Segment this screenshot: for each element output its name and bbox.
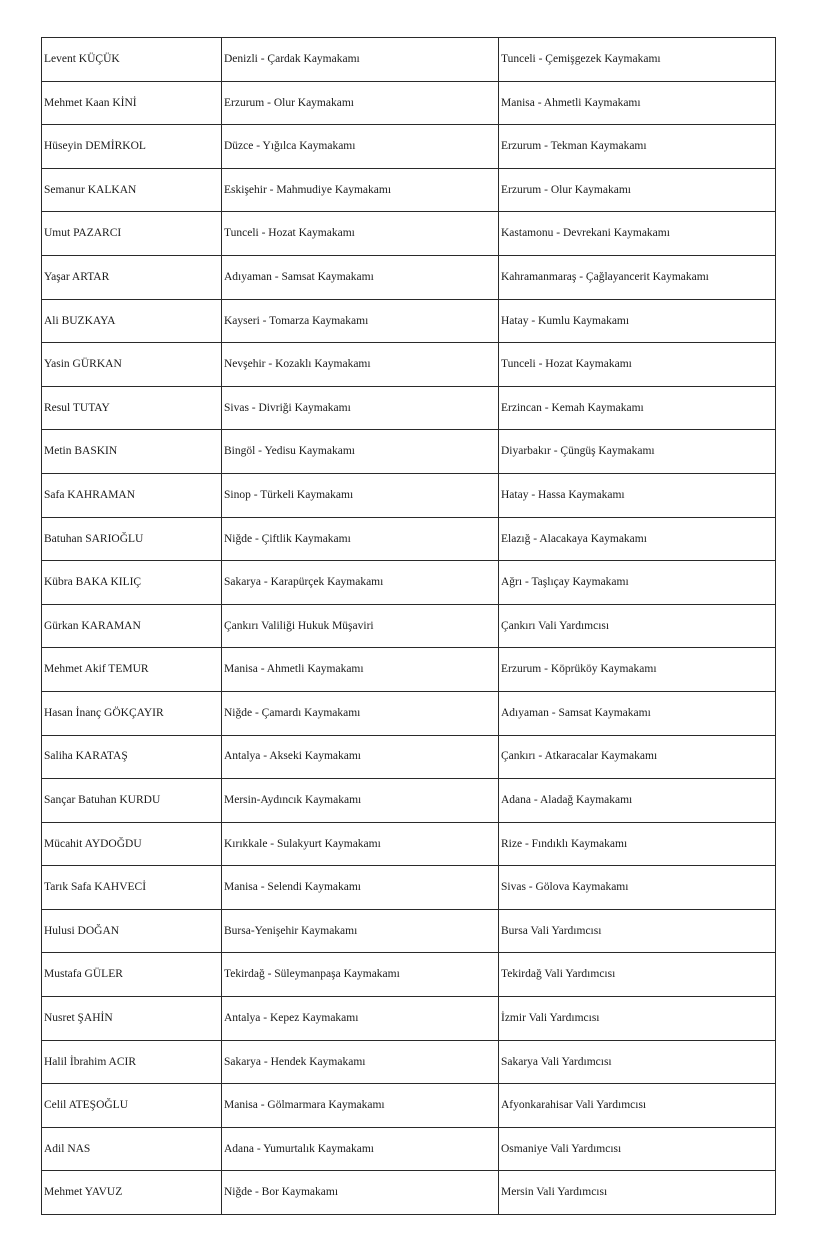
official-name-cell: Hulusi DOĞAN bbox=[42, 909, 222, 953]
current-post-cell: Nevşehir - Kozaklı Kaymakamı bbox=[222, 343, 499, 387]
table-row bbox=[42, 299, 776, 343]
table-row bbox=[42, 604, 776, 648]
new-post-cell: Diyarbakır - Çüngüş Kaymakamı bbox=[499, 430, 776, 474]
table-row bbox=[42, 168, 776, 212]
official-name-cell: Batuhan SARIOĞLU bbox=[42, 517, 222, 561]
new-post-cell: Mersin Vali Yardımcısı bbox=[499, 1171, 776, 1215]
official-name-cell: Celil ATEŞOĞLU bbox=[42, 1084, 222, 1128]
new-post-cell: Hatay - Hassa Kaymakamı bbox=[499, 473, 776, 517]
new-post-cell: Tekirdağ Vali Yardımcısı bbox=[499, 953, 776, 997]
official-name-cell: Gürkan KARAMAN bbox=[42, 604, 222, 648]
current-post-cell: Mersin-Aydıncık Kaymakamı bbox=[222, 779, 499, 823]
table-row bbox=[42, 1040, 776, 1084]
current-post-cell: Bingöl - Yedisu Kaymakamı bbox=[222, 430, 499, 474]
current-post-cell: Tunceli - Hozat Kaymakamı bbox=[222, 212, 499, 256]
current-post-cell: Manisa - Selendi Kaymakamı bbox=[222, 866, 499, 910]
new-post-cell: Kastamonu - Devrekani Kaymakamı bbox=[499, 212, 776, 256]
table-row bbox=[42, 1127, 776, 1171]
official-name-cell: Safa KAHRAMAN bbox=[42, 473, 222, 517]
official-name-cell: Mustafa GÜLER bbox=[42, 953, 222, 997]
table-row bbox=[42, 343, 776, 387]
new-post-cell: Sakarya Vali Yardımcısı bbox=[499, 1040, 776, 1084]
table-row bbox=[42, 648, 776, 692]
current-post-cell: Niğde - Çamardı Kaymakamı bbox=[222, 691, 499, 735]
new-post-cell: Tunceli - Çemişgezek Kaymakamı bbox=[499, 38, 776, 82]
table-row bbox=[42, 125, 776, 169]
table-row bbox=[42, 822, 776, 866]
current-post-cell: Sakarya - Karapürçek Kaymakamı bbox=[222, 561, 499, 605]
new-post-cell: Erzurum - Tekman Kaymakamı bbox=[499, 125, 776, 169]
official-name-cell: Mücahit AYDOĞDU bbox=[42, 822, 222, 866]
new-post-cell: Bursa Vali Yardımcısı bbox=[499, 909, 776, 953]
new-post-cell: Adana - Aladağ Kaymakamı bbox=[499, 779, 776, 823]
table-row bbox=[42, 735, 776, 779]
current-post-cell: Adıyaman - Samsat Kaymakamı bbox=[222, 255, 499, 299]
table-row bbox=[42, 1084, 776, 1128]
document-page bbox=[41, 37, 775, 1215]
official-name-cell: Tarık Safa KAHVECİ bbox=[42, 866, 222, 910]
new-post-cell: Elazığ - Alacakaya Kaymakamı bbox=[499, 517, 776, 561]
new-post-cell: Erzincan - Kemah Kaymakamı bbox=[499, 386, 776, 430]
official-name-cell: Ali BUZKAYA bbox=[42, 299, 222, 343]
current-post-cell: Manisa - Gölmarmara Kaymakamı bbox=[222, 1084, 499, 1128]
table-row bbox=[42, 386, 776, 430]
current-post-cell: Erzurum - Olur Kaymakamı bbox=[222, 81, 499, 125]
current-post-cell: Niğde - Çiftlik Kaymakamı bbox=[222, 517, 499, 561]
table-row bbox=[42, 473, 776, 517]
current-post-cell: Sivas - Divriği Kaymakamı bbox=[222, 386, 499, 430]
new-post-cell: Afyonkarahisar Vali Yardımcısı bbox=[499, 1084, 776, 1128]
table-row bbox=[42, 953, 776, 997]
table-row bbox=[42, 779, 776, 823]
current-post-cell: Bursa-Yenişehir Kaymakamı bbox=[222, 909, 499, 953]
official-name-cell: Mehmet Kaan KİNİ bbox=[42, 81, 222, 125]
current-post-cell: Kayseri - Tomarza Kaymakamı bbox=[222, 299, 499, 343]
official-name-cell: Halil İbrahim ACIR bbox=[42, 1040, 222, 1084]
appointments-table bbox=[41, 37, 776, 1215]
new-post-cell: Tunceli - Hozat Kaymakamı bbox=[499, 343, 776, 387]
new-post-cell: Erzurum - Köprüköy Kaymakamı bbox=[499, 648, 776, 692]
table-row bbox=[42, 81, 776, 125]
official-name-cell: Adil NAS bbox=[42, 1127, 222, 1171]
official-name-cell: Metin BASKIN bbox=[42, 430, 222, 474]
new-post-cell: Hatay - Kumlu Kaymakamı bbox=[499, 299, 776, 343]
current-post-cell: Sinop - Türkeli Kaymakamı bbox=[222, 473, 499, 517]
new-post-cell: Adıyaman - Samsat Kaymakamı bbox=[499, 691, 776, 735]
current-post-cell: Tekirdağ - Süleymanpaşa Kaymakamı bbox=[222, 953, 499, 997]
new-post-cell: Kahramanmaraş - Çağlayancerit Kaymakamı bbox=[499, 255, 776, 299]
table-row bbox=[42, 561, 776, 605]
current-post-cell: Çankırı Valiliği Hukuk Müşaviri bbox=[222, 604, 499, 648]
current-post-cell: Sakarya - Hendek Kaymakamı bbox=[222, 1040, 499, 1084]
new-post-cell: Ağrı - Taşlıçay Kaymakamı bbox=[499, 561, 776, 605]
official-name-cell: Saliha KARATAŞ bbox=[42, 735, 222, 779]
official-name-cell: Nusret ŞAHİN bbox=[42, 997, 222, 1041]
current-post-cell: Niğde - Bor Kaymakamı bbox=[222, 1171, 499, 1215]
table-row bbox=[42, 430, 776, 474]
new-post-cell: Çankırı Vali Yardımcısı bbox=[499, 604, 776, 648]
appointments-table-body bbox=[42, 38, 776, 1215]
current-post-cell: Denizli - Çardak Kaymakamı bbox=[222, 38, 499, 82]
table-row bbox=[42, 866, 776, 910]
new-post-cell: İzmir Vali Yardımcısı bbox=[499, 997, 776, 1041]
table-row bbox=[42, 38, 776, 82]
table-row bbox=[42, 517, 776, 561]
official-name-cell: Sançar Batuhan KURDU bbox=[42, 779, 222, 823]
new-post-cell: Çankırı - Atkaracalar Kaymakamı bbox=[499, 735, 776, 779]
table-row bbox=[42, 997, 776, 1041]
new-post-cell: Sivas - Gölova Kaymakamı bbox=[499, 866, 776, 910]
current-post-cell: Kırıkkale - Sulakyurt Kaymakamı bbox=[222, 822, 499, 866]
official-name-cell: Hasan İnanç GÖKÇAYIR bbox=[42, 691, 222, 735]
table-row bbox=[42, 212, 776, 256]
table-row bbox=[42, 1171, 776, 1215]
current-post-cell: Antalya - Kepez Kaymakamı bbox=[222, 997, 499, 1041]
table-row bbox=[42, 909, 776, 953]
official-name-cell: Semanur KALKAN bbox=[42, 168, 222, 212]
new-post-cell: Erzurum - Olur Kaymakamı bbox=[499, 168, 776, 212]
current-post-cell: Eskişehir - Mahmudiye Kaymakamı bbox=[222, 168, 499, 212]
current-post-cell: Düzce - Yığılca Kaymakamı bbox=[222, 125, 499, 169]
table-row bbox=[42, 691, 776, 735]
current-post-cell: Adana - Yumurtalık Kaymakamı bbox=[222, 1127, 499, 1171]
official-name-cell: Levent KÜÇÜK bbox=[42, 38, 222, 82]
official-name-cell: Mehmet Akif TEMUR bbox=[42, 648, 222, 692]
table-row bbox=[42, 255, 776, 299]
official-name-cell: Resul TUTAY bbox=[42, 386, 222, 430]
official-name-cell: Kübra BAKA KILIÇ bbox=[42, 561, 222, 605]
official-name-cell: Hüseyin DEMİRKOL bbox=[42, 125, 222, 169]
official-name-cell: Yasin GÜRKAN bbox=[42, 343, 222, 387]
new-post-cell: Manisa - Ahmetli Kaymakamı bbox=[499, 81, 776, 125]
new-post-cell: Rize - Fındıklı Kaymakamı bbox=[499, 822, 776, 866]
official-name-cell: Yaşar ARTAR bbox=[42, 255, 222, 299]
new-post-cell: Osmaniye Vali Yardımcısı bbox=[499, 1127, 776, 1171]
current-post-cell: Antalya - Akseki Kaymakamı bbox=[222, 735, 499, 779]
current-post-cell: Manisa - Ahmetli Kaymakamı bbox=[222, 648, 499, 692]
official-name-cell: Umut PAZARCI bbox=[42, 212, 222, 256]
official-name-cell: Mehmet YAVUZ bbox=[42, 1171, 222, 1215]
